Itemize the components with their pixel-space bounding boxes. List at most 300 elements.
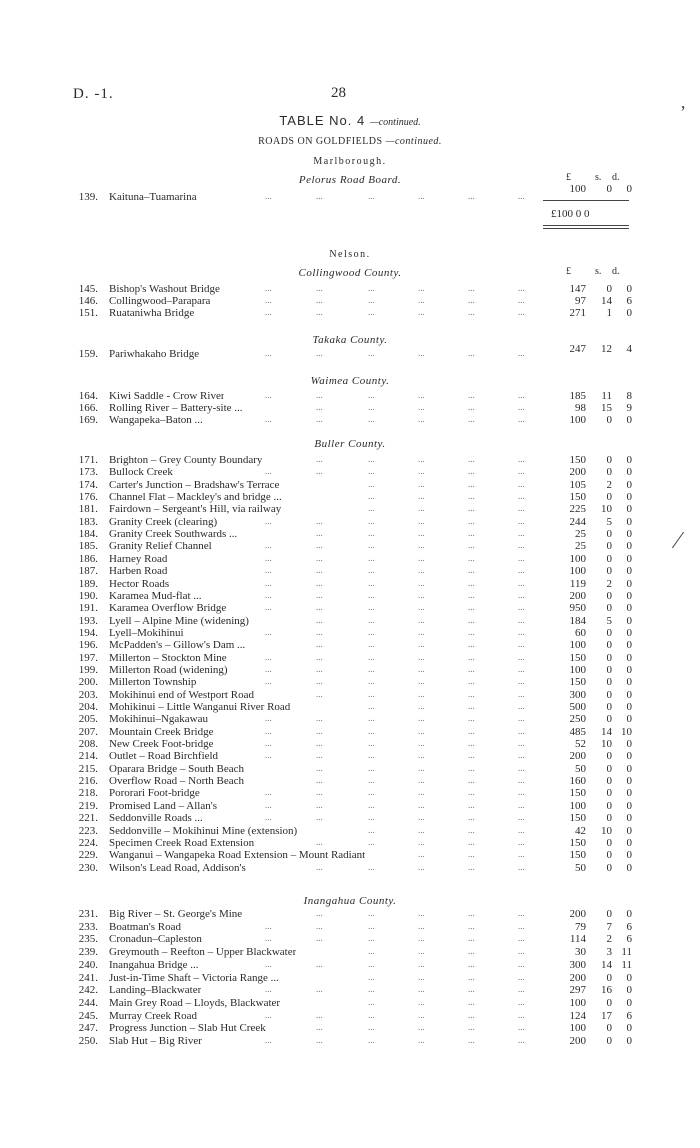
table-row (0, 565, 700, 578)
dot-leader: ... (265, 466, 272, 477)
row-number: 233. (78, 920, 98, 933)
amount-shillings: 17 (601, 1009, 612, 1022)
dot-leader: ... (468, 390, 475, 400)
rule (543, 200, 629, 201)
row-number: 199. (78, 663, 98, 676)
dot-leader: ... (518, 454, 525, 464)
dot-leader: ... (265, 602, 272, 613)
row-number: 197. (78, 651, 98, 664)
leader-dots (0, 454, 700, 467)
table-row (0, 812, 700, 825)
dot-leader: ... (418, 762, 425, 773)
dot-leader: ... (468, 775, 475, 786)
dot-leader: ... (518, 283, 525, 293)
dot-leader: ... (368, 787, 375, 798)
amount-shillings: 1 (606, 307, 612, 319)
dot-leader: ... (518, 589, 525, 600)
table-row (0, 1010, 700, 1023)
dot-leader: ... (468, 688, 475, 699)
dot-leader: ... (368, 861, 375, 872)
dot-leader: ... (418, 701, 425, 711)
dot-leader: ... (518, 478, 525, 489)
road-name: McPadden's – Gillow's Dam ... (109, 639, 246, 652)
dot-leader: ... (368, 454, 375, 464)
amount-pence: 0 (626, 849, 632, 862)
row-number: 208. (78, 738, 98, 751)
amount-pounds: 98 (575, 402, 586, 414)
road-name: Granity Relief Channel (109, 540, 212, 553)
dot-leader: ... (368, 307, 375, 317)
road-name: Kiwi Saddle - Crow River (109, 390, 225, 402)
table-row (0, 479, 700, 492)
dot-leader: ... (468, 971, 475, 982)
dot-leader: ... (418, 738, 425, 749)
road-name: Pororari Foot-bridge (109, 787, 200, 800)
amount-pence: 0 (626, 824, 632, 837)
amount-pence: 0 (626, 971, 632, 984)
road-name: Millerton – Stockton Mine (109, 651, 227, 664)
table-row (0, 454, 700, 467)
dot-leader: ... (265, 984, 272, 995)
amount-pounds: 300 (569, 688, 586, 701)
road-name: Landing–Blackwater (109, 984, 202, 997)
amount-shillings: 0 (606, 701, 612, 713)
table-row (0, 1035, 700, 1048)
dot-leader: ... (468, 713, 475, 724)
table-row (0, 183, 700, 204)
dot-leader: ... (518, 663, 525, 674)
dot-leader: ... (265, 540, 272, 551)
dot-leader: ... (418, 540, 425, 551)
dot-leader: ... (265, 589, 272, 600)
road-name: Mountain Creek Bridge (109, 725, 214, 738)
table-row (0, 849, 700, 862)
dot-leader: ... (468, 651, 475, 662)
dot-leader: ... (418, 651, 425, 662)
dot-leader: ... (518, 1022, 525, 1033)
leader-dots (0, 946, 700, 959)
dot-leader: ... (468, 849, 475, 860)
amount-pence: 4 (626, 343, 632, 355)
road-name: Fairdown – Sergeant's Hill, via railway (109, 503, 282, 516)
dot-leader: ... (316, 762, 323, 773)
dot-leader: ... (316, 920, 323, 931)
dot-leader: ... (265, 812, 272, 823)
dot-leader: ... (368, 540, 375, 551)
dot-leader: ... (518, 191, 525, 201)
dot-leader: ... (316, 390, 323, 400)
road-name: Collingwood–Parapara (109, 295, 211, 307)
row-number: 196. (78, 639, 98, 652)
row-number: 231. (78, 908, 98, 920)
road-name: Cronadun–Capleston (109, 933, 202, 946)
road-name: Oparara Bridge – South Beach (109, 762, 245, 775)
dot-leader: ... (468, 861, 475, 872)
row-number: 221. (78, 812, 98, 825)
road-name: Progress Junction – Slab Hut Creek (109, 1022, 266, 1035)
row-number: 219. (78, 799, 98, 812)
amount-pence: 9 (626, 402, 632, 414)
dot-leader: ... (518, 503, 525, 514)
pence-label: d. (612, 266, 620, 277)
dot-leader: ... (368, 402, 375, 412)
dot-leader: ... (418, 824, 425, 835)
dot-leader: ... (418, 663, 425, 674)
dot-leader: ... (418, 1009, 425, 1020)
amount-pounds: 300 (569, 958, 586, 971)
amount-shillings: 0 (606, 626, 612, 639)
amount-pounds: 105 (569, 478, 586, 491)
dot-leader: ... (468, 1035, 475, 1045)
leader-dots (0, 787, 700, 800)
amount-pounds: 100 (569, 799, 586, 812)
table-row (0, 578, 700, 591)
amount-pounds: 97 (575, 295, 586, 307)
row-number: 214. (78, 750, 98, 763)
row-number: 235. (78, 933, 98, 946)
dot-leader: ... (418, 849, 425, 860)
amount-shillings: 14 (601, 958, 612, 971)
amount-shillings: 0 (606, 1022, 612, 1035)
rule (543, 228, 629, 229)
leader-dots (0, 1035, 700, 1048)
dot-leader: ... (316, 933, 323, 944)
dot-leader: ... (468, 787, 475, 798)
dot-leader: ... (518, 920, 525, 931)
amount-pounds: 150 (569, 491, 586, 504)
amount-pounds: 200 (569, 750, 586, 763)
dot-leader: ... (518, 688, 525, 699)
dot-leader: ... (316, 651, 323, 662)
amount-pence: 0 (626, 775, 632, 788)
amount-pence: 0 (626, 414, 632, 426)
dot-leader: ... (368, 946, 375, 957)
dot-leader: ... (518, 946, 525, 957)
road-name: Harben Road (109, 565, 168, 578)
table-row (0, 652, 700, 665)
row-number: 189. (78, 577, 98, 590)
dot-leader: ... (368, 503, 375, 514)
amount-pence: 0 (626, 466, 632, 479)
row-number: 186. (78, 552, 98, 565)
amount-pence: 0 (626, 183, 632, 195)
dot-leader: ... (518, 836, 525, 847)
table-row (0, 862, 700, 875)
amount-pence: 0 (626, 701, 632, 713)
amount-pence: 0 (626, 639, 632, 652)
dot-leader: ... (316, 565, 323, 576)
amount-pence: 0 (626, 812, 632, 825)
dot-leader: ... (265, 799, 272, 810)
dot-leader: ... (368, 589, 375, 600)
amount-pence: 0 (626, 589, 632, 602)
amount-shillings: 0 (606, 861, 612, 874)
row-number: 190. (78, 589, 98, 602)
road-name: Outlet – Road Birchfield (109, 750, 219, 763)
leader-dots (0, 1022, 700, 1035)
rule (543, 225, 629, 226)
amount-pounds: 79 (575, 920, 586, 933)
dot-leader: ... (418, 515, 425, 526)
dot-leader: ... (468, 295, 475, 305)
leader-dots (0, 997, 700, 1010)
leader-dots (0, 972, 700, 985)
dot-leader: ... (316, 626, 323, 637)
dot-leader: ... (316, 958, 323, 969)
table-row (0, 984, 700, 997)
table-row (0, 689, 700, 702)
dot-leader: ... (368, 1009, 375, 1020)
row-number: 200. (78, 676, 98, 689)
dot-leader: ... (468, 454, 475, 464)
dot-leader: ... (368, 577, 375, 588)
dot-leader: ... (265, 663, 272, 674)
amount-pounds: 150 (569, 454, 586, 466)
dot-leader: ... (518, 491, 525, 502)
road-name: Wilson's Lead Road, Addison's (109, 861, 246, 874)
dot-leader: ... (368, 713, 375, 724)
leader-dots (0, 701, 700, 714)
dot-leader: ... (468, 515, 475, 526)
dot-leader: ... (418, 614, 425, 625)
table-row (0, 972, 700, 985)
leader-dots (0, 959, 700, 972)
dot-leader: ... (518, 565, 525, 576)
dot-leader: ... (418, 589, 425, 600)
amount-pence: 6 (626, 1009, 632, 1022)
amount-pence: 0 (626, 614, 632, 627)
shillings-label: s. (595, 172, 602, 183)
amount-pounds: 124 (569, 1009, 586, 1022)
table-row (0, 540, 700, 553)
road-name: Ruataniwha Bridge (109, 307, 195, 319)
amount-shillings: 0 (606, 589, 612, 602)
row-number: 193. (78, 614, 98, 627)
amount-pence: 10 (621, 725, 632, 738)
amount-shillings: 0 (606, 528, 612, 541)
table-row (0, 908, 700, 921)
shillings-label: s. (595, 266, 602, 277)
row-number: 230. (78, 861, 98, 874)
amount-pounds: 114 (569, 933, 586, 946)
table-title-suffix: —continued. (369, 117, 421, 128)
road-name: New Creek Foot-bridge (109, 738, 214, 751)
dot-leader: ... (468, 589, 475, 600)
dot-leader: ... (368, 958, 375, 969)
dot-leader: ... (418, 996, 425, 1007)
region-heading-marlborough: Marlborough. (313, 156, 387, 167)
leader-dots (0, 590, 700, 603)
amount-pence: 0 (626, 565, 632, 578)
dot-leader: ... (468, 577, 475, 588)
amount-pounds: 271 (569, 307, 586, 319)
dot-leader: ... (265, 577, 272, 588)
dot-leader: ... (418, 577, 425, 588)
row-number: 241. (78, 971, 98, 984)
dot-leader: ... (418, 295, 425, 305)
table-row (0, 946, 700, 959)
dot-leader: ... (468, 663, 475, 674)
dot-leader: ... (316, 307, 323, 317)
amount-pounds: 200 (569, 589, 586, 602)
leader-dots (0, 553, 700, 566)
dot-leader: ... (418, 528, 425, 539)
leader-dots (0, 862, 700, 875)
dot-leader: ... (418, 283, 425, 293)
table-row (0, 503, 700, 516)
road-name: Mokihinui–Ngakawau (109, 713, 208, 726)
amount-pence: 0 (626, 491, 632, 504)
amount-shillings: 0 (606, 454, 612, 466)
dot-leader: ... (518, 996, 525, 1007)
amount-pounds: 244 (569, 515, 586, 528)
dot-leader: ... (518, 725, 525, 736)
dot-leader: ... (518, 787, 525, 798)
dot-leader: ... (518, 908, 525, 918)
amount-pounds: 150 (569, 836, 586, 849)
amount-shillings: 0 (606, 688, 612, 701)
table-row (0, 713, 700, 726)
amount-pounds: 100 (569, 565, 586, 578)
amount-pounds: 147 (569, 283, 586, 295)
dot-leader: ... (468, 750, 475, 761)
dot-leader: ... (518, 799, 525, 810)
dot-leader: ... (518, 750, 525, 761)
amount-pence: 11 (621, 946, 632, 959)
dot-leader: ... (265, 283, 272, 293)
row-number: 176. (78, 491, 98, 504)
board-heading-inangahua: Inangahua County. (303, 895, 397, 907)
dot-leader: ... (468, 348, 475, 358)
dot-leader: ... (418, 908, 425, 918)
dot-leader: ... (468, 565, 475, 576)
dot-leader: ... (265, 738, 272, 749)
leader-dots (0, 466, 700, 479)
dot-leader: ... (468, 283, 475, 293)
row-number: 145. (78, 283, 98, 295)
row-number: 146. (78, 295, 98, 307)
amount-pence: 0 (626, 908, 632, 920)
road-name: Main Grey Road – Lloyds, Blackwater (109, 996, 281, 1009)
region-heading-nelson: Nelson. (329, 249, 371, 260)
table-row (0, 466, 700, 479)
dot-leader: ... (468, 984, 475, 995)
pounds-label: £ (566, 266, 571, 277)
dot-leader: ... (368, 701, 375, 711)
row-number: 245. (78, 1009, 98, 1022)
dot-leader: ... (418, 390, 425, 400)
amount-pounds: 160 (569, 775, 586, 788)
amount-shillings: 0 (606, 602, 612, 615)
table-row (0, 676, 700, 689)
table-row (0, 800, 700, 813)
table-row (0, 664, 700, 677)
amount-pence: 0 (626, 540, 632, 553)
leader-dots (0, 348, 700, 361)
row-number: 242. (78, 984, 98, 997)
dot-leader: ... (468, 552, 475, 563)
road-name: Rolling River – Battery-site ... (109, 402, 243, 414)
dot-leader: ... (316, 787, 323, 798)
dot-leader: ... (368, 908, 375, 918)
leader-dots (0, 984, 700, 997)
dot-leader: ... (368, 933, 375, 944)
row-number: 169. (78, 414, 98, 426)
dot-leader: ... (518, 602, 525, 613)
road-name: Promised Land – Allan's (109, 799, 218, 812)
dot-leader: ... (518, 738, 525, 749)
dot-leader: ... (368, 812, 375, 823)
road-name: Just-in-Time Shaft – Victoria Range ... (109, 971, 279, 984)
dot-leader: ... (468, 540, 475, 551)
dot-leader: ... (468, 738, 475, 749)
amount-shillings: 0 (606, 552, 612, 565)
amount-shillings: 0 (606, 540, 612, 553)
road-name: Granity Creek Southwards ... (109, 528, 238, 541)
dot-leader: ... (265, 787, 272, 798)
amount-pence: 0 (626, 996, 632, 1009)
amount-pence: 0 (626, 836, 632, 849)
dot-leader: ... (518, 651, 525, 662)
amount-pounds: 100 (569, 1022, 586, 1035)
row-number: 139. (78, 191, 98, 203)
table-row (0, 639, 700, 652)
road-name: Brighton – Grey County Boundary (109, 454, 263, 466)
money-column-labels (0, 172, 700, 184)
amount-shillings: 0 (606, 812, 612, 825)
dot-leader: ... (468, 626, 475, 637)
dot-leader: ... (265, 958, 272, 969)
row-number: 207. (78, 725, 98, 738)
dot-leader: ... (265, 515, 272, 526)
amount-pounds: 225 (569, 503, 586, 516)
dot-leader: ... (368, 824, 375, 835)
amount-shillings: 10 (601, 503, 612, 516)
amount-pence: 0 (626, 626, 632, 639)
amount-shillings: 15 (601, 402, 612, 414)
dot-leader: ... (265, 626, 272, 637)
dot-leader: ... (368, 478, 375, 489)
dot-leader: ... (468, 725, 475, 736)
table-subtitle-main: ROADS ON GOLDFIELDS (258, 136, 383, 147)
amount-pounds: 52 (575, 738, 586, 751)
road-name: Bullock Creek (109, 466, 173, 479)
amount-pounds: 200 (569, 908, 586, 920)
dot-leader: ... (316, 466, 323, 477)
dot-leader: ... (316, 812, 323, 823)
amount-pence: 0 (626, 713, 632, 726)
dot-leader: ... (468, 414, 475, 424)
amount-pounds: 150 (569, 651, 586, 664)
dot-leader: ... (468, 946, 475, 957)
road-name: Carter's Junction – Bradshaw's Terrace (109, 478, 280, 491)
amount-shillings: 3 (606, 946, 612, 959)
dot-leader: ... (418, 1035, 425, 1045)
amount-pounds: 184 (569, 614, 586, 627)
dot-leader: ... (368, 984, 375, 995)
amount-pence: 6 (626, 295, 632, 307)
dot-leader: ... (316, 799, 323, 810)
amount-pounds: 100 (569, 414, 586, 426)
dot-leader: ... (518, 762, 525, 773)
amount-pounds: 100 (569, 663, 586, 676)
amount-shillings: 16 (601, 984, 612, 997)
row-number: 250. (78, 1035, 98, 1047)
table-row (0, 997, 700, 1010)
amount-pounds: 200 (569, 466, 586, 479)
dot-leader: ... (316, 750, 323, 761)
amount-pounds: 150 (569, 849, 586, 862)
